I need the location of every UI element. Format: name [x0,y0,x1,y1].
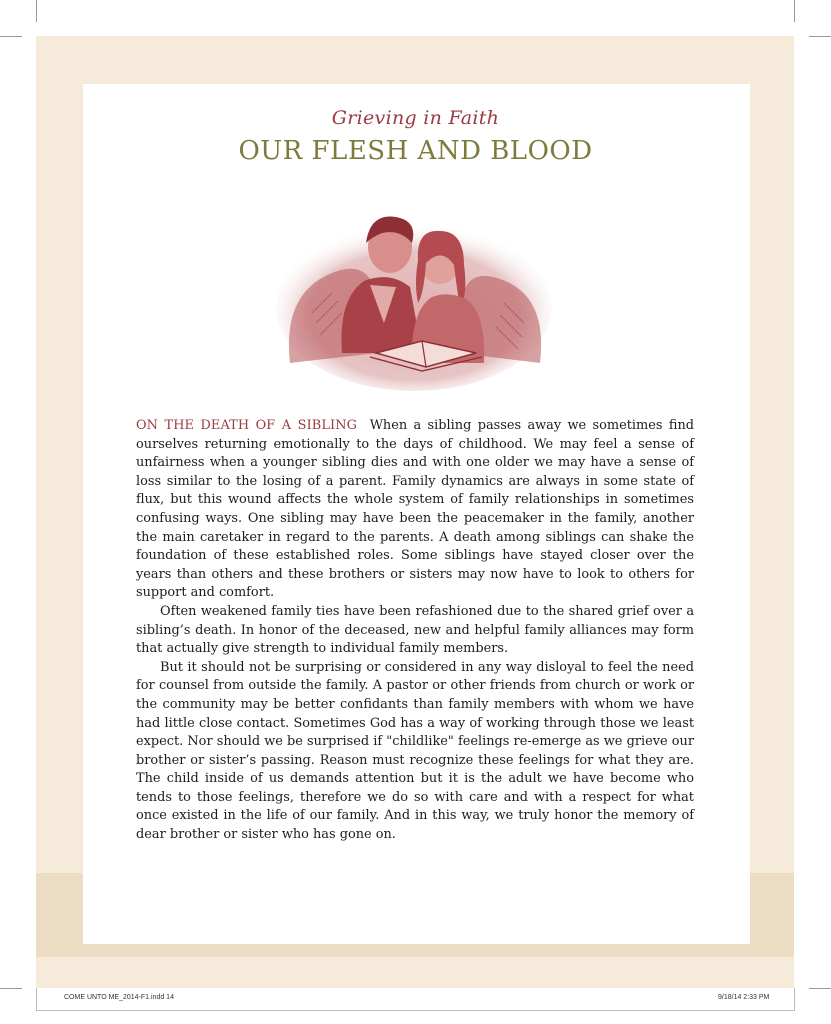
crop-mark [809,36,831,37]
crop-mark [36,0,37,22]
lead-in-heading: ON THE DEATH OF A SIBLING [136,418,357,433]
paragraph-text: When a sibling passes away we sometimes find ourselves returning emotionally to the days of childhood. We may feel a sense of unfairness when a younger sibling dies and with one older we may have a sense of loss similar to the losing of a parent. Family dynamics are always in some state of flux, but this wound affects the whole system of family relationships in sometimes confusing ways. One sibling may have been the peacemaker in the family, another the main caretaker in regard to the parents. A death among siblings can shake the foundation of these established roles. Some siblings have stayed closer over the years than others and these brothers or sisters may now have to look to others for support and comfort. [136,418,694,601]
crop-mark [794,0,795,22]
crop-mark [0,36,22,37]
section-kicker: Grieving in Faith [331,107,500,129]
page-title: OUR FLESH AND BLOOD [238,136,593,166]
crop-mark [0,988,22,989]
slug-timestamp: 9/18/14 2:33 PM [718,994,770,1001]
article-paragraph [136,417,694,603]
article-paragraph: But it should not be surprising or considered in any way disloyal to feel the need for counsel from outside the family. A pastor or other friends from church or work or the community may be better confidants than family members with whom we have had little close contact. Sometimes God has a way of working through those we least expect. Nor should we be surprised if "childlike" feelings re-emerge as we grieve our brother or sister’s passing. Reason must recognize these feelings for what they are. The child inside of us demands attention but it is the adult we have become who tends to those feelings, therefore we do so with care and with a respect for what once existed in the life of our family. And in this way, we truly honor the memory of dear brother or sister who has gone on. [136,659,694,843]
children-reading-book-illustration [272,203,556,391]
article-body [136,417,694,845]
article-paragraph: Often weakened family ties have been refashioned due to the shared grief over a sibling’s death. In honor of the deceased, new and helpful family alliances may form that actually give strength to individual family members. [136,603,694,657]
crop-mark [809,988,831,989]
slug-filename: COME UNTO ME_2014-F1.indd 14 [64,994,174,1001]
